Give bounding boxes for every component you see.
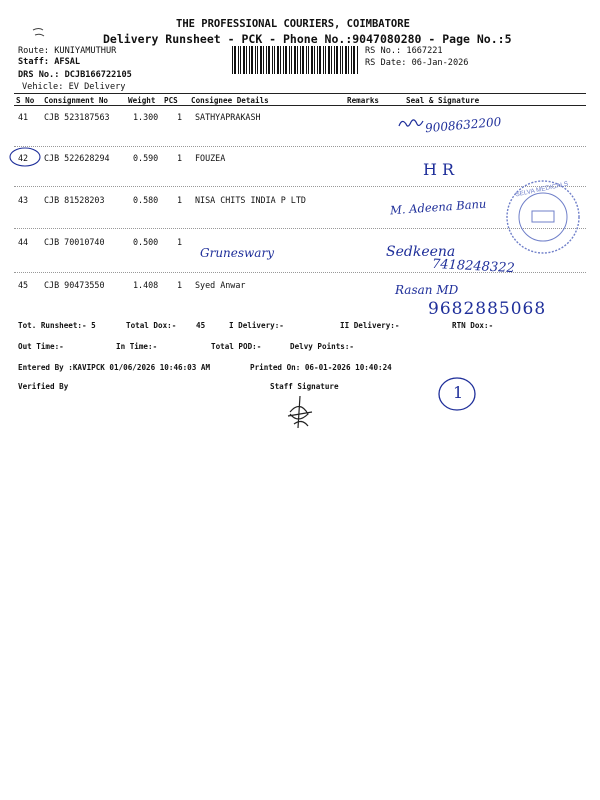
drs-number: DRS No.: DCJB166722105 [18,70,132,80]
row-consignment: CJB 523187563 [44,112,110,122]
rtn-dox: RTN Dox:- [452,321,494,330]
row45-phone: 9682885068 [428,299,547,319]
row-sno: 45 [18,280,29,290]
verified-by: Verified By [18,382,69,391]
seal-stamp [504,178,582,256]
row43-signature: M. Adeena Banu [389,196,487,218]
col-pcs: PCS [164,96,178,105]
row-pcs: 1 [177,237,183,247]
row-consignment: CJB 81528203 [44,195,105,205]
row44-phone: 7418248322 [431,256,516,277]
company-name: THE PROFESSIONAL COURIERS, COIMBATORE [176,18,410,30]
row-sno: 41 [18,112,29,122]
row-pcs: 1 [177,195,183,205]
barcode-graphic [232,46,360,74]
row45-signature: Rasan MD [395,283,459,297]
rs-date: RS Date: 06-Jan-2026 [365,58,469,68]
row-consignment: CJB 522628294 [44,153,110,163]
col-consignment: Consignment No [44,96,109,105]
row-sno: 42 [18,153,29,163]
row-consignee: NISA CHITS INDIA P LTD [195,195,306,205]
stamp-text: SELVA MEDICALS [514,180,569,199]
row-consignment: CJB 90473550 [44,280,105,290]
row-weight: 1.408 [133,280,159,290]
route-label: Route: KUNIYAMUTHUR [18,46,117,56]
row-consignee: FOUZEA [195,153,226,163]
total-dox-label: Total Dox:- [126,321,177,330]
total-dox-value: 45 [196,321,206,330]
col-seal: Seal & Signature [406,96,480,105]
col-remarks: Remarks [347,96,380,105]
row-weight: 0.580 [133,195,159,205]
row-sno: 44 [18,237,29,247]
row42-mark: H R [423,160,455,179]
row44-consignee-handwritten: Gruneswary [200,246,274,260]
table-top-rule [14,93,586,94]
row-weight: 0.590 [133,153,159,163]
printed-on: Printed On: 06-01-2026 10:40:24 [250,363,392,372]
row-sno: 43 [18,195,29,205]
row41-phone: 9008632200 [424,114,502,136]
row-pcs: 1 [177,280,183,290]
circled-number: 1 [453,383,464,402]
ii-delivery: II Delivery:- [340,321,400,330]
row-consignment: CJB 70010740 [44,237,105,247]
row44-signature: Sedkeena [386,244,456,260]
scribble-mark [30,26,50,40]
tot-runsheet: Tot. Runsheet:- 5 [18,321,96,330]
total-pod: Total POD:- [211,342,262,351]
runsheet-title: Delivery Runsheet - PCK - Phone No.:9047080280 - Page No.:5 [103,32,512,46]
delvy-points: Delvy Points:- [290,342,355,351]
col-sno: S No [16,96,35,105]
row41-signature [396,116,426,132]
col-weight: Weight [128,96,156,105]
out-time: Out Time:- [18,342,64,351]
row-pcs: 1 [177,112,183,122]
in-time: In Time:- [116,342,158,351]
table-header-rule [14,105,586,106]
row-divider [14,228,586,229]
circled-number-mark [437,376,477,412]
staff-signature [284,394,316,432]
row-pcs: 1 [177,153,183,163]
row-consignee: Syed Anwar [195,280,246,290]
row-divider [14,186,586,187]
vehicle-label: Vehicle: EV Delivery [22,82,126,92]
row-42-circle-mark [8,146,42,168]
col-consignee: Consignee Details [191,96,269,105]
i-delivery: I Delivery:- [229,321,284,330]
rs-number: RS No.: 1667221 [365,46,443,56]
staff-signature-label: Staff Signature [270,382,339,391]
staff-label: Staff: AFSAL [18,57,81,67]
row-weight: 1.300 [133,112,159,122]
row-divider [14,146,586,147]
row-weight: 0.500 [133,237,159,247]
entered-by: Entered By :KAVIPCK 01/06/2026 10:46:03 AM [18,363,211,372]
row-consignee: SATHYAPRAKASH [195,112,261,122]
